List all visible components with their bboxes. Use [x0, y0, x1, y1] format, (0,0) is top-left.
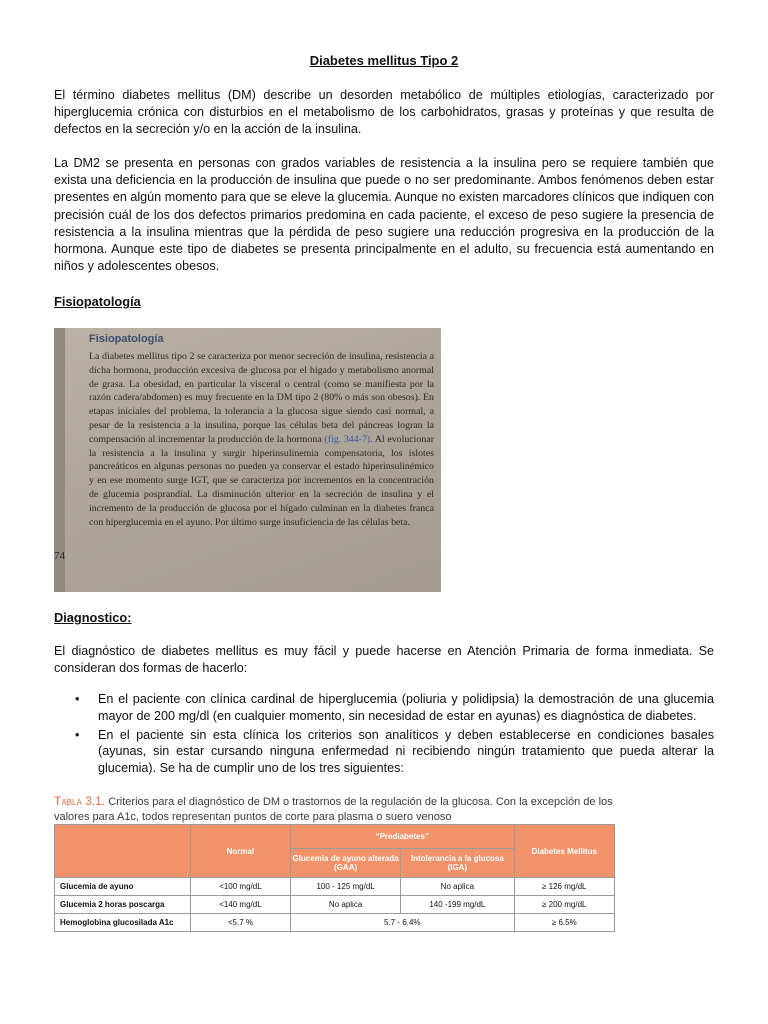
cell-dm: ≥ 126 mg/dL — [514, 878, 614, 896]
table-row — [55, 878, 615, 896]
col-header-diabetes: Diabetes Mellitus — [514, 825, 614, 878]
list-item — [54, 727, 714, 777]
scan-figure-reference: (fig. 344-7). — [324, 433, 373, 445]
diagnostico-heading: Diagnostico: — [54, 610, 132, 625]
cell-normal: <100 mg/dL — [190, 878, 290, 896]
scan-page-number: 74 — [54, 550, 65, 562]
cell-normal: <5.7 % — [190, 914, 290, 932]
col-header-prediabetes: “Prediabetes” — [291, 825, 515, 849]
cell-gaa: No aplica — [291, 896, 401, 914]
row-label: Hemoglobina glucosilada A1c — [55, 914, 191, 932]
document-title: Diabetes mellitus Tipo 2 — [309, 53, 459, 68]
scanned-textbook-excerpt — [54, 328, 441, 592]
scan-heading: Fisiopatología — [89, 333, 164, 345]
scan-text-part-a: La diabetes mellitus tipo 2 se caracteriza por menor secreción de insulina, resistencia a dicha hormona, producción excesiva de glucosa por el hígado y metabolismo anormal de grasa. La obesidad, en particular la visceral o central (como se manifiesta por la razón cadera/abdomen) es muy frecuente en la DM tipo 2 (80% o más son obesos). En etapas iniciales del problema, la tolerancia a la glucosa sigue siendo casi normal, a pesar de la resistencia a la insulina, porque las células beta del páncreas logran la compensación al incrementar la producción de la hormona — [89, 351, 434, 445]
dm2-paragraph: La DM2 se presenta en personas con grados variables de resistencia a la insulina pero se requiere también que exista una deficiencia en la producción de insulina que puede o no ser predominante. Ambos fenómenos deben estar presentes en algún momento para que se eleve la glucemia. Aunque no existen marcadores clínicos que indiquen con precisión cuál de los dos defectos primarios predomina en cada paciente, el exceso de peso sugiere la presencia de resistencia a la insulina mientras que la pérdida de peso sugiere una reducción progresiva en la producción de la hormona. Aunque este tipo de diabetes se presenta principalmente en el adulto, su frecuencia está aumentando en niños y adolescentes obesos. — [54, 156, 714, 274]
bullet-text: En el paciente con clínica cardinal de hiperglucemia (poliuria y polidipsia) la demostración de una glucemia mayor de 200 mg/dl (en cualquier momento, sin necesidad de estar en ayunas) es diagnóstica de diabetes. — [98, 692, 714, 723]
scan-text-part-b: Al evolucionar la resistencia a la insulina y surgir hiperinsulinemia compensatoria, los islotes pancreáticos en algunas personas no pueden ya conservar el estado hiperinsulinémico y en ese momento surge IGT, que se caracteriza por incrementos en la concentración de glucemia posprandial. La disminución ulterior en la secreción de insulina y el incremento de la producción de glucosa por el hígado culminan en la diabetes franca con hiperglucemia en el ayuno. Por último surge insuficiencia de las células beta. — [89, 433, 434, 528]
bullet-marker: • — [75, 692, 80, 706]
scan-body-text — [89, 350, 434, 529]
cell-dm: ≥ 6.5% — [514, 914, 614, 932]
cell-iga: No aplica — [401, 878, 514, 896]
criteria-bullet-list — [54, 691, 714, 779]
cell-iga: 140 -199 mg/dL — [401, 896, 514, 914]
diagnostic-criteria-table — [54, 824, 615, 932]
diagnostico-paragraph: El diagnóstico de diabetes mellitus es muy fácil y puede hacerse en Atención Primaria de forma inmediata. Se consideran dos formas de hacerlo: — [54, 644, 714, 676]
col-header-normal: Normal — [190, 825, 290, 878]
cell-dm: ≥ 200 mg/dL — [514, 896, 614, 914]
table-corner-cell — [55, 825, 191, 878]
cell-prediabetes: 5.7 - 6.4% — [291, 914, 515, 932]
row-label: Glucemia 2 horas poscarga — [55, 896, 191, 914]
cell-normal: <140 mg/dL — [190, 896, 290, 914]
bullet-marker: • — [75, 727, 80, 742]
col-header-gaa: Glucemia de ayuno alterada (GAA) — [291, 849, 401, 878]
table-row — [55, 896, 615, 914]
list-item — [54, 691, 714, 725]
row-label: Glucemia de ayuno — [55, 878, 191, 896]
bullet-text: En el paciente sin esta clínica los criterios son analíticos y deben establecerse en condiciones basales (ayunas, sin estar cursando ninguna enfermedad ni recibiendo ningún tratamiento que pueda alterar la glucemia). Se ha de cumplir uno de los tres siguientes: — [98, 727, 714, 776]
col-header-iga: Intolerancia a la glucosa (IGA) — [401, 849, 514, 878]
table-label: Tabla 3.1. — [54, 794, 106, 808]
fisiopatologia-heading: Fisiopatología — [54, 294, 141, 309]
table-caption-text: Criterios para el diagnóstico de DM o trastornos de la regulación de la glucosa. Con la excepción de los valores para A1c, todos representan puntos de corte para plasma o suero venoso — [54, 796, 613, 823]
table-caption — [54, 794, 614, 824]
table-row — [55, 914, 615, 932]
cell-gaa: 100 - 125 mg/dL — [291, 878, 401, 896]
intro-paragraph: El término diabetes mellitus (DM) describe un desorden metabólico de múltiples etiologías, caracterizado por hiperglucemia crónica con disturbios en el metabolismo de los carbohidratos, grasas y proteínas y que resulta de defectos en la secreción y/o en la acción de la insulina. — [54, 88, 714, 137]
